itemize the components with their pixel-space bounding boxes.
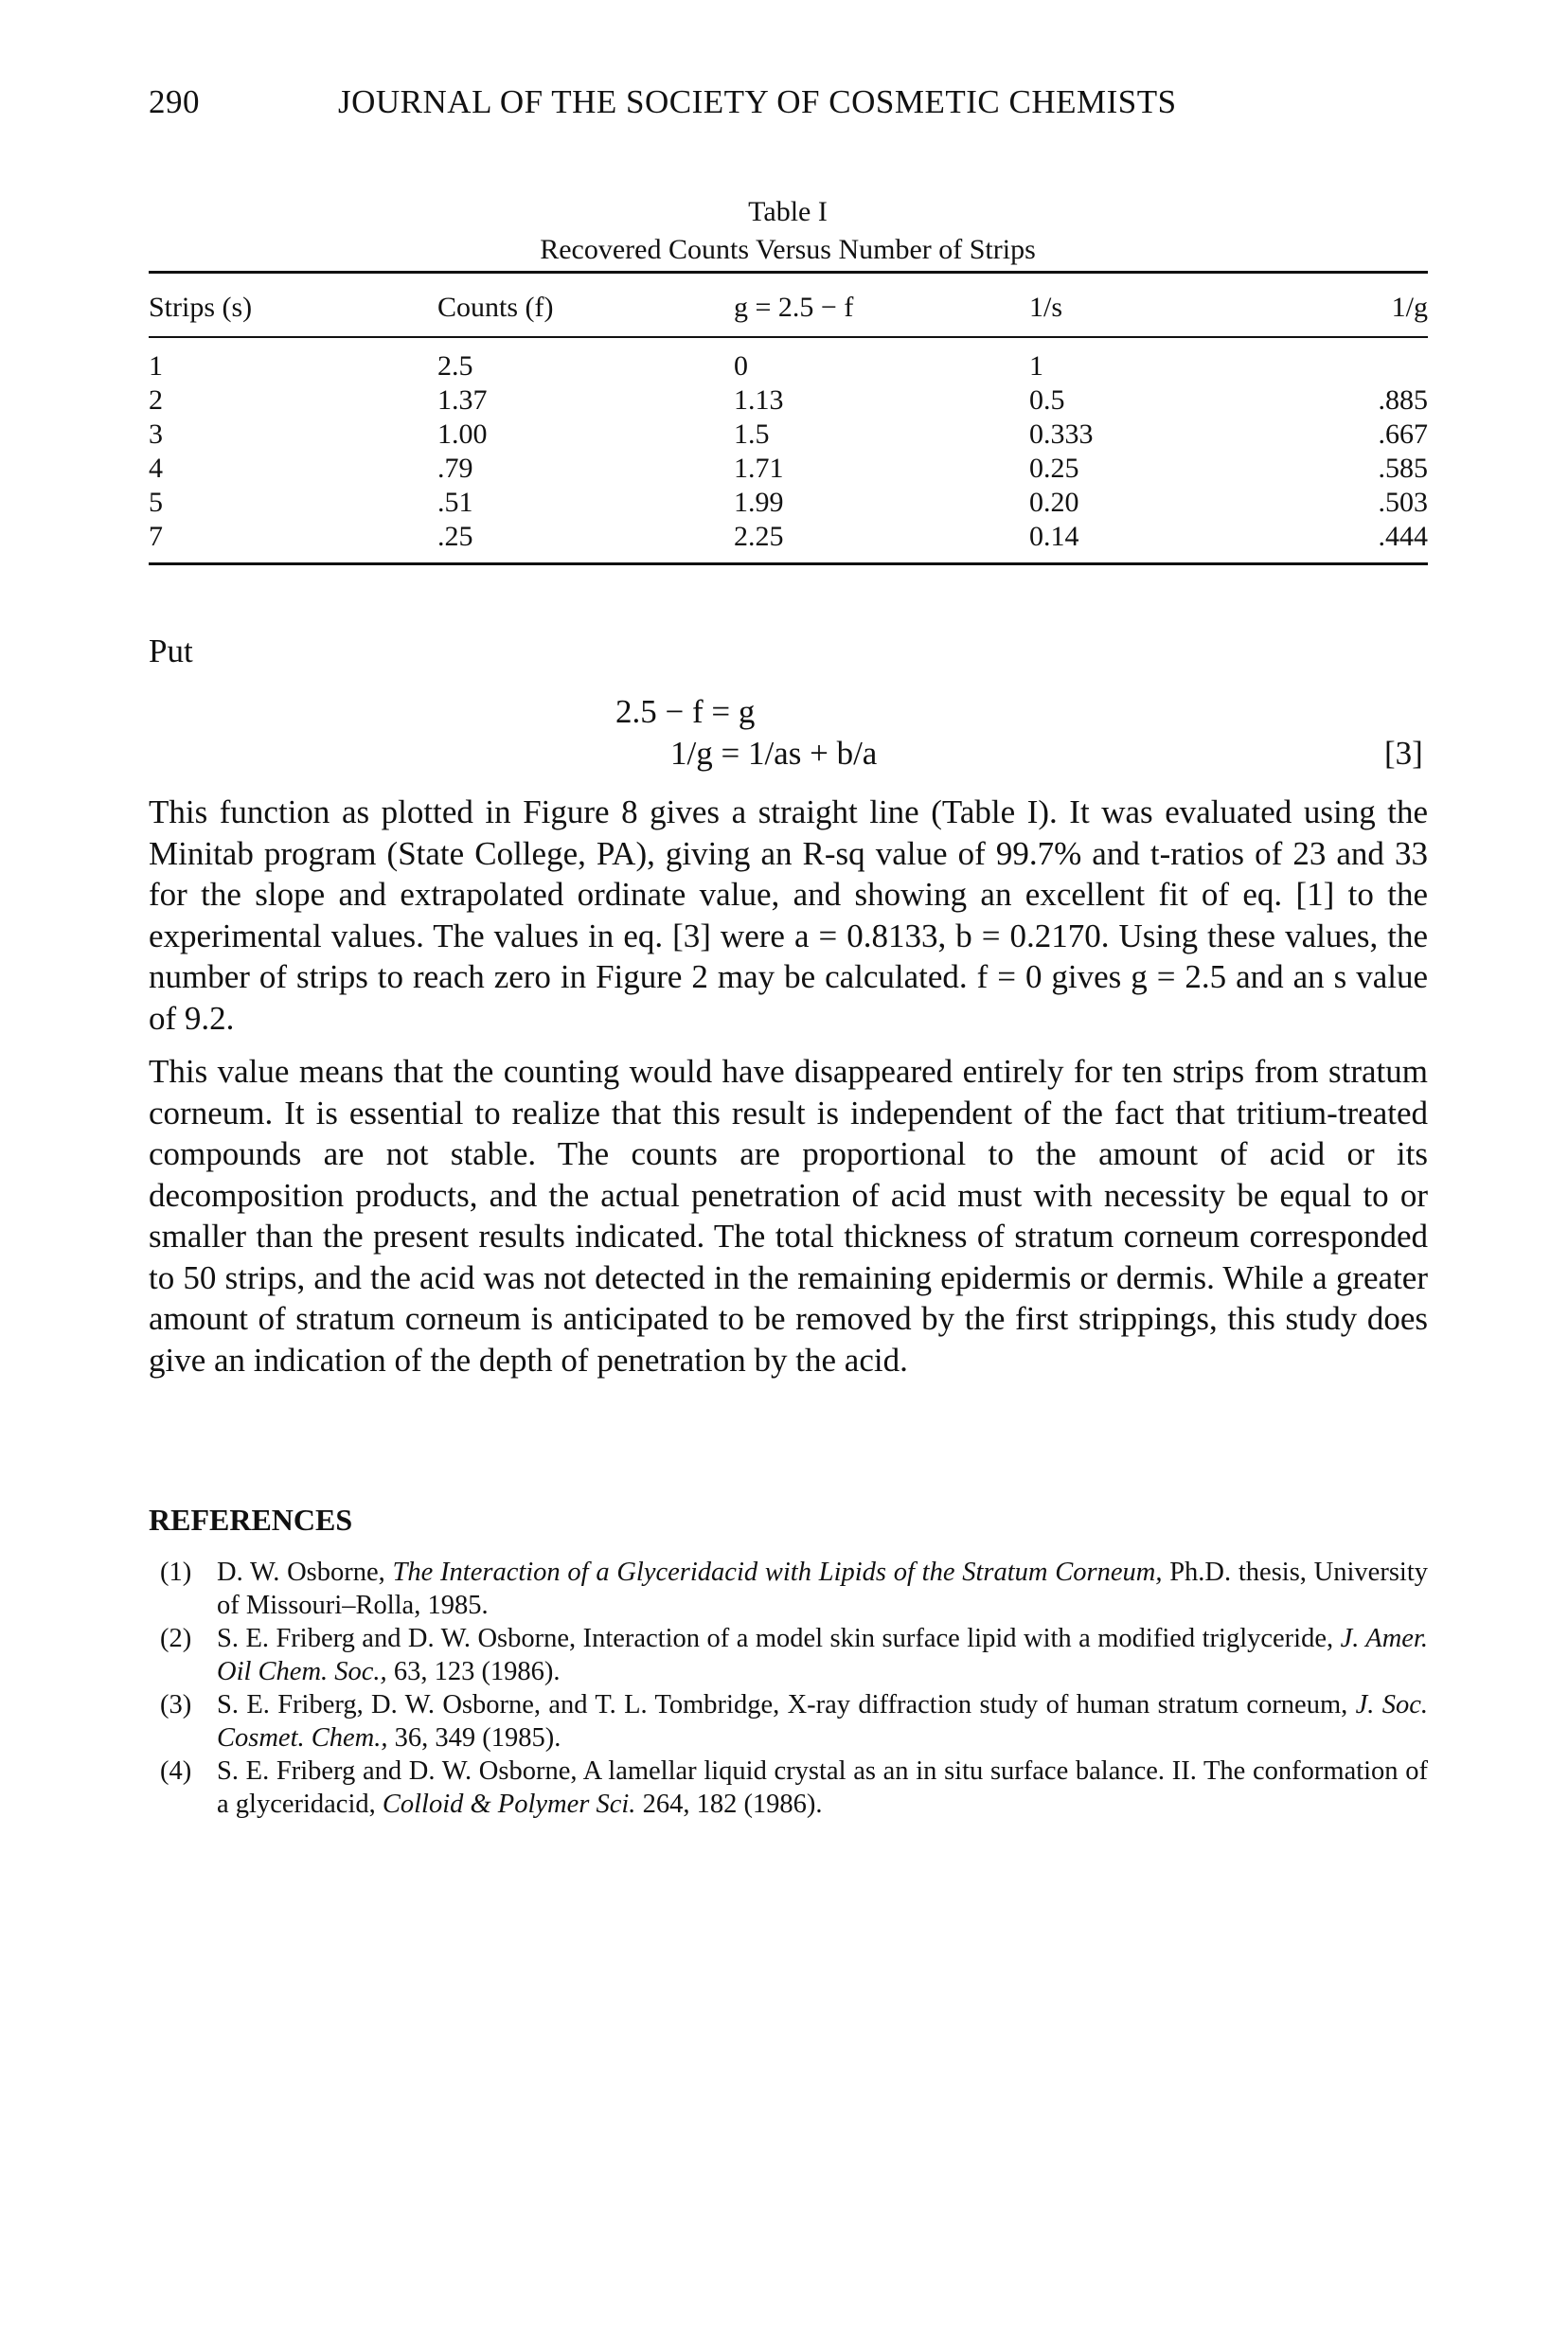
reference-item	[149, 1688, 1428, 1755]
table-cell: 1	[149, 350, 163, 382]
table-cell: 1.00	[437, 419, 488, 450]
table-cell: 1.13	[734, 384, 784, 416]
reference-item	[149, 1622, 1428, 1688]
table-cell: 4	[149, 453, 163, 484]
table-cell: 0.333	[1029, 419, 1094, 450]
reference-text	[217, 1755, 1428, 1821]
paragraph-2: This value means that the counting would have disappeared entirely for ten strips from stratum corneum. It is essential to realize that this result is independent of the fact that tritium-treated compounds are not stable. The counts are proportional to the amount of acid or its decomposition products, and the actual penetration of acid must with necessity be equal to or smaller than the present results indicated. The total thickness of stratum corneum corresponded to 50 strips, and the acid was not detected in the remaining epidermis or dermis. While a greater amount of stratum corneum is anticipated to be removed by the first strippings, this study does give an indication of the depth of penetration by the acid.	[149, 1053, 1428, 1379]
equation-line-2: 1/g = 1/as + b/a	[670, 735, 878, 772]
equation-line-1: 2.5 − f = g	[615, 693, 756, 730]
table-header-rule	[149, 336, 1428, 338]
reference-item	[149, 1755, 1428, 1821]
table-cell: 1.37	[437, 384, 488, 416]
reference-authors: S. E. Friberg and D. W. Osborne, A lamellar liquid crystal as an in situ surface balance. II. The conformation of a glyceridacid,	[217, 1756, 1428, 1819]
reference-number: (3)	[160, 1690, 192, 1719]
table-cell: .51	[437, 487, 473, 518]
table-cell: 0.5	[1029, 384, 1065, 416]
reference-details: 36, 349 (1985).	[387, 1723, 561, 1753]
column-header: 1/s	[1029, 292, 1063, 323]
paragraph-1: This function as plotted in Figure 8 gives a straight line (Table I). It was evaluated using the Minitab program (State College, PA), giving an R-sq value of 99.7% and t-ratios of 23 and 33 for the slope and extrapolated ordinate value, and showing an excellent fit of eq. [1] to the experimental values. The values in eq. [3] were a = 0.8133, b = 0.2170. Using these values, the number of strips to reach zero in Figure 2 may be calculated. f = 0 gives g = 2.5 and an s value of 9.2.	[149, 793, 1428, 1037]
reference-details: Ph.D. thesis, University of Missouri–Rolla, 1985.	[217, 1558, 1428, 1620]
table-cell: .885	[1378, 384, 1428, 416]
table-cell: 2.25	[734, 521, 784, 552]
reference-journal: J. Amer. Oil Chem. Soc.,	[217, 1624, 1428, 1686]
reference-journal: J. Soc. Cosmet. Chem.,	[217, 1690, 1428, 1753]
reference-journal: Colloid & Polymer Sci.	[382, 1790, 636, 1819]
reference-text	[217, 1688, 1428, 1755]
column-header: g = 2.5 − f	[734, 292, 854, 323]
reference-text	[217, 1622, 1428, 1688]
column-header: Counts (f)	[437, 292, 554, 323]
table-cell: .79	[437, 453, 473, 484]
table-cell: .444	[1378, 521, 1428, 552]
references-heading: REFERENCES	[149, 1503, 353, 1537]
table-cell: 1.99	[734, 487, 784, 518]
table-cell: 1.5	[734, 419, 770, 450]
reference-details: 264, 182 (1986).	[635, 1790, 823, 1819]
reference-text	[217, 1556, 1428, 1622]
table-cell: 7	[149, 521, 163, 552]
table-cell: 1.71	[734, 453, 784, 484]
table-cell: 2	[149, 384, 163, 416]
reference-number: (2)	[160, 1624, 192, 1653]
table-cell: 3	[149, 419, 163, 450]
reference-number: (4)	[160, 1756, 192, 1786]
table-cell: 0.14	[1029, 521, 1079, 552]
put-label: Put	[149, 632, 193, 669]
reference-authors: S. E. Friberg and D. W. Osborne, Interaction of a model skin surface lipid with a modified triglyceride,	[217, 1624, 1341, 1653]
table-cell: 0.20	[1029, 487, 1079, 518]
table-cell: 2.5	[437, 350, 473, 382]
table-title-block	[149, 193, 1427, 269]
table-cell: .667	[1378, 419, 1428, 450]
table-cell: 0	[734, 350, 748, 382]
table-title: Table I	[748, 196, 828, 227]
table-cell: 0.25	[1029, 453, 1079, 484]
table-cell: .585	[1378, 453, 1428, 484]
table-top-rule	[149, 271, 1428, 274]
table-bottom-rule	[149, 562, 1428, 565]
table-caption: Recovered Counts Versus Number of Strips	[540, 234, 1036, 265]
reference-title: The Interaction of a Glyceridacid with Lipids of the Stratum Corneum,	[392, 1558, 1163, 1587]
reference-authors: D. W. Osborne,	[217, 1558, 393, 1587]
reference-authors: S. E. Friberg, D. W. Osborne, and T. L. Tombridge, X-ray diffraction study of human stratum corneum,	[217, 1690, 1356, 1719]
running-header	[149, 83, 1427, 121]
journal-title: JOURNAL OF THE SOCIETY OF COSMETIC CHEMISTS	[338, 83, 1177, 120]
equation-number: [3]	[1384, 735, 1423, 772]
page-number: 290	[149, 83, 200, 120]
reference-details: 63, 123 (1986).	[386, 1657, 561, 1686]
reference-item	[149, 1556, 1428, 1622]
reference-number: (1)	[160, 1558, 192, 1587]
table-cell: 5	[149, 487, 163, 518]
table-cell: .503	[1378, 487, 1428, 518]
table-cell: 1	[1029, 350, 1043, 382]
table-cell: .25	[437, 521, 473, 552]
column-header: 1/g	[1391, 292, 1428, 323]
column-header: Strips (s)	[149, 292, 253, 323]
